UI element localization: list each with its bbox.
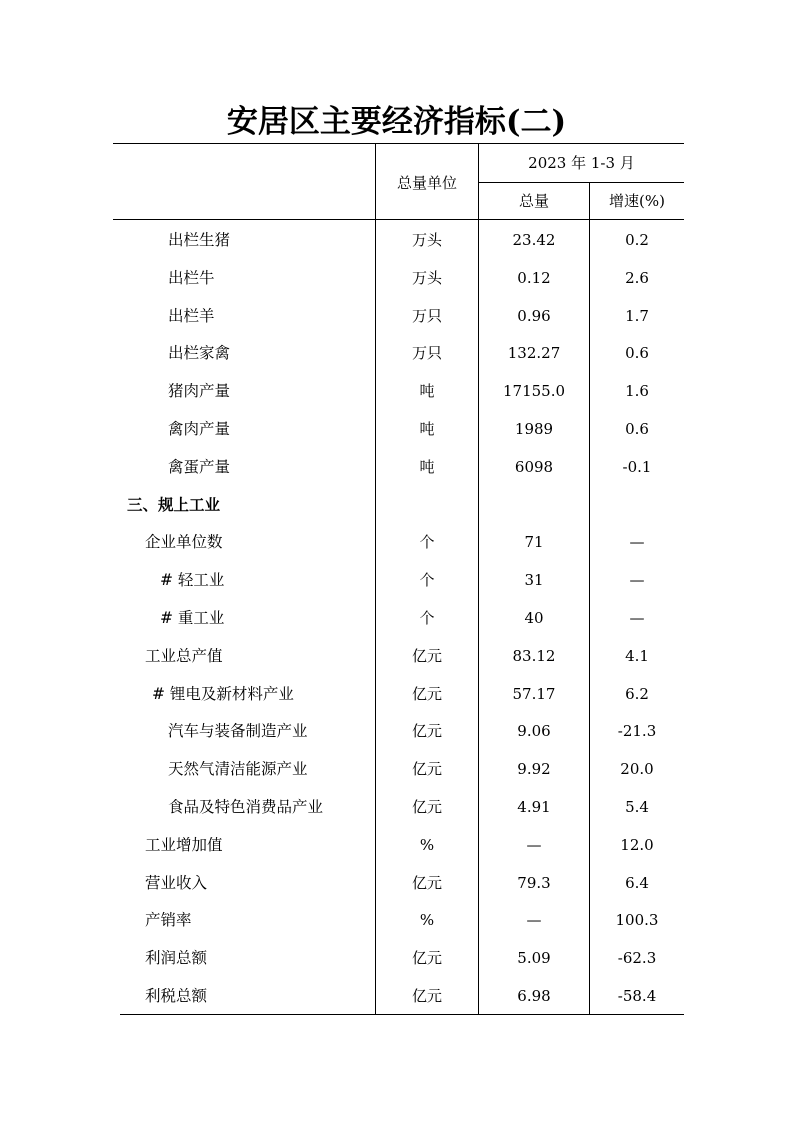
unit-cell: % [419,835,435,854]
unit-cell: 万只 [411,344,442,363]
section-row [0,486,793,524]
unit-cell: 万头 [411,268,442,287]
growth-cell: — [629,609,645,627]
table-top-rule [113,143,684,144]
growth-cell: 5.4 [625,798,649,816]
unit-cell: 亿元 [411,949,442,968]
growth-cell: 1.6 [625,382,649,401]
total-cell: 83.12 [512,646,556,665]
total-cell: 0.12 [517,268,551,287]
total-cell: 0.96 [517,306,551,325]
unit-cell: 亿元 [411,760,442,779]
total-cell: 132.27 [507,344,561,363]
total-cell: 31 [524,571,544,590]
total-cell: 17155.0 [502,382,566,401]
unit-cell: 万只 [411,306,442,325]
growth-cell: 0.6 [625,420,649,438]
table-row [0,372,793,410]
table-row [0,826,793,864]
indicator-name: 产销率 [145,911,192,930]
total-cell: 23.42 [512,231,556,249]
total-cell: — [526,835,542,854]
unit-cell: 个 [419,609,435,627]
indicator-name: 出栏生猪 [168,231,231,249]
indicator-name: 食品及特色消费品产业 [168,798,324,816]
unit-cell: 亿元 [411,646,442,665]
table-row [0,599,793,637]
unit-cell: 亿元 [411,684,442,703]
table-row [0,977,793,1015]
table-row [0,675,793,713]
unit-cell: 吨 [419,457,435,476]
total-cell: 71 [524,533,544,552]
table-row [0,410,793,448]
table-row [0,864,793,902]
growth-cell: 1.7 [625,306,649,325]
growth-cell: — [629,533,645,552]
growth-column-header: 增速(%) [609,192,665,210]
table-row [0,448,793,486]
table-row [0,523,793,561]
total-column-header: 总量 [518,192,549,210]
indicator-name: 汽车与装备制造产业 [168,722,308,741]
growth-cell: 2.6 [625,268,649,287]
total-cell: 6098 [514,457,554,476]
growth-cell: 20.0 [620,760,654,779]
table-row [0,750,793,788]
unit-cell: % [419,911,435,930]
indicator-name: 出栏羊 [168,306,215,325]
header-bottom-rule [113,219,684,220]
growth-cell: 12.0 [620,835,654,854]
growth-cell: -0.1 [622,457,652,476]
table-row [0,221,793,259]
growth-cell: 0.2 [625,231,649,249]
total-cell: 4.91 [517,798,551,816]
indicator-name: 猪肉产量 [168,382,231,401]
total-cell: 9.06 [517,722,551,741]
growth-cell: -58.4 [617,987,657,1005]
indicator-name: # 轻工业 [160,571,225,590]
header-sub-rule [478,182,684,183]
indicator-name: 利润总额 [145,949,208,968]
table-row [0,259,793,297]
total-cell: 9.92 [517,760,551,779]
indicator-name: 工业总产值 [145,646,223,665]
table-row [0,939,793,977]
growth-cell: 4.1 [625,646,649,665]
unit-cell: 万头 [411,231,442,249]
total-cell: 79.3 [517,873,551,892]
indicator-name: 出栏牛 [168,268,215,287]
unit-cell: 个 [419,571,435,590]
growth-cell: 6.2 [625,684,649,703]
indicator-name: # 锂电及新材料产业 [152,684,294,703]
table-row [0,637,793,675]
unit-cell: 个 [419,533,435,552]
unit-cell: 亿元 [411,987,442,1005]
indicator-name: 工业增加值 [145,835,223,854]
section-heading: 三、规上工业 [127,494,221,514]
indicator-name: 禽肉产量 [168,420,231,438]
total-cell: 6.98 [517,987,551,1005]
growth-cell: 0.6 [625,344,649,363]
indicator-name: 禽蛋产量 [168,457,231,476]
growth-cell: — [629,571,645,590]
period-header: 2023 年 1-3 月 [528,154,635,172]
unit-cell: 亿元 [411,798,442,816]
total-cell: 57.17 [512,684,556,703]
table-row [0,788,793,826]
unit-cell: 吨 [419,420,435,438]
unit-cell: 亿元 [411,722,442,741]
total-cell: 5.09 [517,949,551,968]
growth-cell: 6.4 [625,873,649,892]
unit-cell: 吨 [419,382,435,401]
table-row [0,561,793,599]
unit-column-header: 总量单位 [396,174,457,192]
indicator-name: 营业收入 [145,873,208,892]
total-cell: — [526,911,542,930]
table-row [0,334,793,372]
growth-cell: -62.3 [617,949,657,968]
total-cell: 40 [524,609,544,627]
table-row [0,901,793,939]
table-row [0,297,793,335]
indicator-name: 利税总额 [145,987,208,1005]
indicator-name: 出栏家禽 [168,344,231,363]
indicator-name: 天然气清洁能源产业 [168,760,308,779]
total-cell: 1989 [514,420,554,438]
indicator-name: 企业单位数 [145,533,223,552]
unit-cell: 亿元 [411,873,442,892]
page-title: 安居区主要经济指标(二) [226,104,567,140]
growth-cell: 100.3 [615,911,659,930]
growth-cell: -21.3 [617,722,657,741]
indicator-name: # 重工业 [160,609,225,627]
table-row [0,712,793,750]
